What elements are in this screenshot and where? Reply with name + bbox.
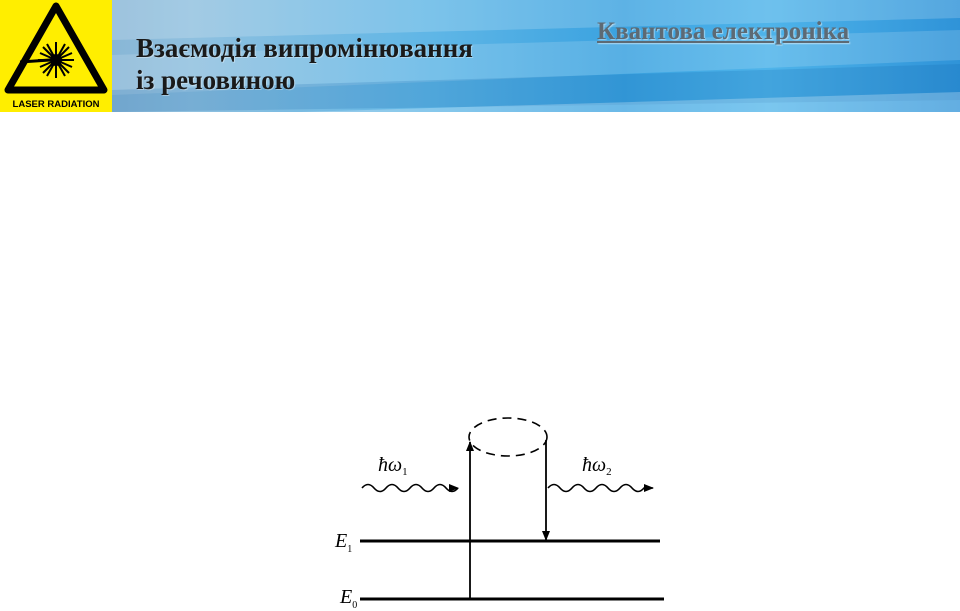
outgoing-photon-wave [548,485,653,492]
slide-header [0,0,960,112]
upper-level-label: $E_1$ [335,530,353,555]
title-line-2: із речовиною [136,65,296,95]
energy-level-diagram [320,405,680,611]
incoming-photon-wave [362,485,458,492]
page-title [136,32,473,96]
laser-radiation-logo [0,0,112,112]
outgoing-photon-label: $ħ\omega_2$ [582,454,612,478]
logo-caption: LASER RADIATION [12,99,100,110]
subject-link[interactable]: Квантова електроніка [597,18,850,45]
ground-level-label: $E_0$ [340,586,358,611]
incoming-photon-label: $ħ\omega_1$ [378,454,408,478]
title-line-1: Взаємодія випромінювання [136,33,473,63]
laser-warning-icon [0,0,112,100]
virtual-level [469,418,547,456]
